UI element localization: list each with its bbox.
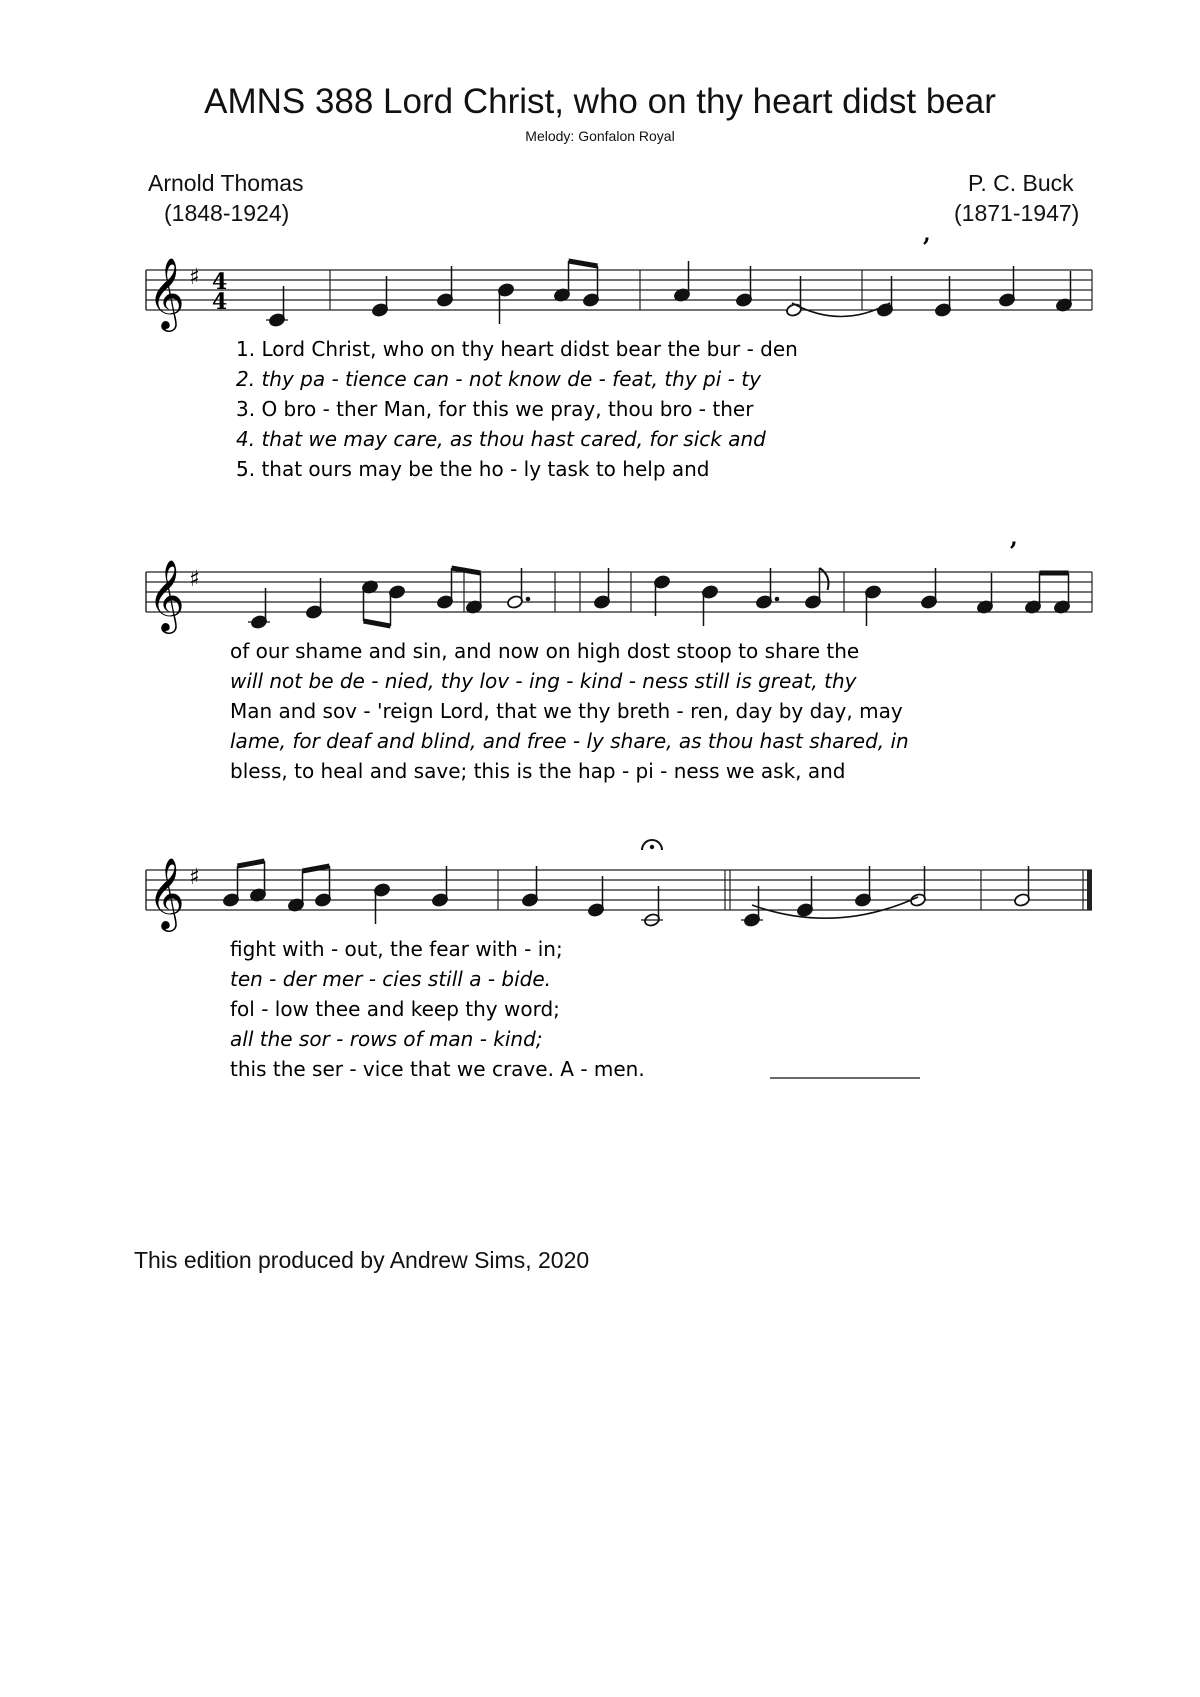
lyric-line-s2-v3: Man and sov - 'reign Lord, that we thy breth - ren, day by day, may [230, 699, 903, 723]
note-1-7 [673, 261, 690, 302]
key-signature-sharp-icon: ♯ [189, 865, 200, 890]
dot [526, 597, 531, 602]
lyric-line-s3-v1: fight with - out, the fear with - in; [230, 937, 563, 961]
note-3-1 [222, 866, 239, 907]
edition-credit: This edition produced by Andrew Sims, 2020 [134, 1247, 590, 1273]
final-barline-thick [1087, 870, 1092, 910]
time-signature-top: 4 [212, 269, 228, 295]
note-1-10 [876, 276, 893, 317]
note-3-8 [587, 876, 604, 917]
beam [569, 261, 598, 266]
note-3-4 [314, 866, 331, 907]
note-3-9 [641, 886, 663, 927]
note-3-11 [796, 876, 813, 917]
beam [364, 621, 391, 626]
note-2-1 [248, 588, 270, 629]
composer-dates: (1848-1924) [164, 200, 290, 226]
flag [820, 568, 829, 590]
note-3-5 [373, 883, 390, 924]
note-2-14 [920, 568, 937, 609]
note-2-2 [305, 578, 322, 619]
time-signature-bottom: 4 [212, 289, 228, 315]
note-2-9 [653, 575, 670, 616]
lyric-line-s1-v1: 1. Lord Christ, who on thy heart didst bear the bur - den [236, 337, 798, 361]
melody-subtitle: Melody: Gonfalon Royal [525, 128, 675, 144]
note-1-6 [582, 266, 599, 307]
note-2-3 [361, 580, 378, 621]
dot [775, 597, 780, 602]
lyric-line-s3-v5: this the ser - vice that we crave. A - men. [230, 1057, 645, 1081]
note-3-2 [249, 861, 266, 902]
lyric-line-s2-v5: bless, to heal and save; this is the hap - pi - ness we ask, and [230, 759, 846, 783]
note-1-8 [735, 266, 752, 307]
key-signature-sharp-icon: ♯ [189, 567, 200, 592]
note-3-13 [909, 866, 926, 907]
note-2-5 [436, 568, 453, 609]
treble-clef-icon: 𝄞 [148, 856, 185, 929]
note-1-4 [497, 283, 514, 324]
note-3-6 [431, 866, 448, 907]
note-2-4 [388, 585, 405, 626]
lyric-line-s1-v3: 3. O bro - ther Man, for this we pray, thou bro - ther [236, 397, 754, 421]
lyric-line-s1-v5: 5. that ours may be the ho - ly task to help and [236, 457, 710, 481]
breath-mark-icon: , [1010, 525, 1018, 551]
author-name: P. C. Buck [968, 170, 1074, 196]
note-1-2 [371, 276, 388, 317]
treble-clef-icon: 𝄞 [148, 256, 185, 329]
lyric-line-s3-v3: fol - low thee and keep thy word; [230, 997, 560, 1021]
staff-system-3 [146, 840, 1092, 932]
note-3-12 [854, 866, 871, 907]
lyric-line-s2-v2: will not be de - nied, thy lov - ing - kind - ness still is great, thy [230, 669, 857, 693]
lyric-line-s3-v2: ten - der mer - cies still a - bide. [230, 967, 551, 991]
note-1-9 [785, 276, 802, 317]
breath-mark-icon: , [923, 221, 931, 247]
lyric-line-s1-v4: 4. that we may care, as thou hast cared, for sick and [236, 427, 766, 451]
note-3-7 [521, 866, 538, 907]
note-1-3 [436, 266, 453, 307]
key-signature-sharp-icon: ♯ [189, 265, 200, 290]
note-2-12 [804, 568, 821, 609]
note-3-3 [287, 871, 304, 912]
staff-system-1 [146, 221, 1092, 332]
beam [238, 861, 265, 866]
staff-system-2 [146, 525, 1092, 634]
lyric-line-s2-v4: lame, for deaf and blind, and free - ly share, as thou hast shared, in [230, 729, 909, 753]
composer-name: Arnold Thomas [148, 170, 304, 196]
note-2-17 [1053, 573, 1070, 614]
hymn-title: AMNS 388 Lord Christ, who on thy heart didst bear [204, 82, 996, 121]
note-2-16 [1024, 573, 1041, 614]
lyric-line-s3-v4: all the sor - rows of man - kind; [230, 1027, 543, 1051]
note-3-14 [1013, 866, 1030, 907]
lyric-line-s1-v2: 2. thy pa - tience can - not know de - feat, thy pi - ty [236, 367, 761, 391]
note-1-11 [934, 276, 951, 317]
note-1-12 [998, 266, 1015, 307]
note-2-10 [701, 585, 718, 626]
author-dates: (1871-1947) [954, 200, 1080, 226]
note-1-1 [266, 286, 288, 327]
note-2-6 [465, 573, 482, 614]
note-2-8 [593, 568, 610, 609]
note-3-10 [741, 886, 763, 927]
note-2-13 [864, 585, 881, 626]
fermata-dot [650, 845, 654, 849]
treble-clef-icon: 𝄞 [148, 558, 185, 631]
note-2-15 [976, 573, 993, 614]
note-2-11 [755, 568, 779, 609]
note-2-7 [506, 568, 530, 609]
lyric-line-s2-v1: of our shame and sin, and now on high dost stoop to share the [230, 639, 860, 663]
note-1-13 [1055, 271, 1072, 312]
note-1-5 [553, 261, 570, 302]
